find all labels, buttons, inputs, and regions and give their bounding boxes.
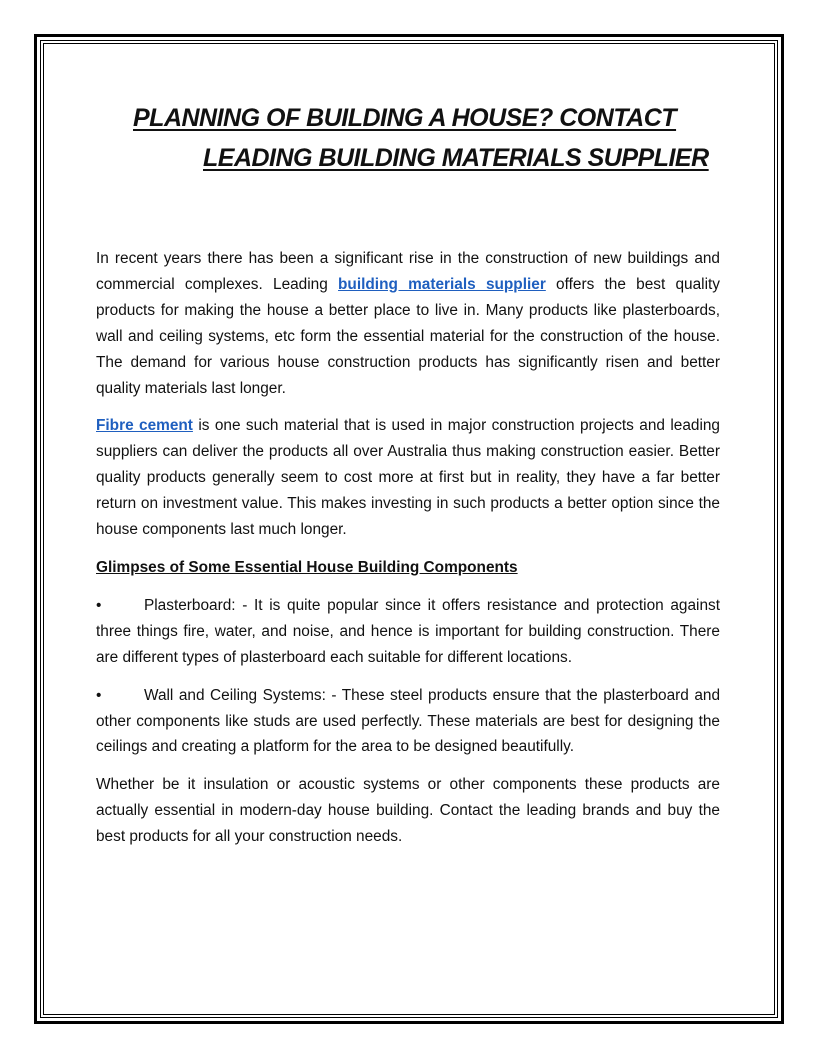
page-title: [0, 98, 816, 178]
bullet-text: Plasterboard: - It is quite popular since it offers resistance and protection against three things fire, water, and noise, and hence is important for building construction. There are different types of plasterboard each suitable for different locations.: [96, 596, 720, 666]
title-line-2: LEADING BUILDING MATERIALS SUPPLIER: [203, 144, 709, 172]
title-line-1: PLANNING OF BUILDING A HOUSE? CONTACT: [133, 104, 677, 132]
bullet-text: Wall and Ceiling Systems: - These steel products ensure that the plasterboard and other components like studs are used perfectly. These materials are best for designing the ceilings and creating a platform for the area to be designed beautifully.: [96, 686, 720, 756]
section-subheading: Glimpses of Some Essential House Building Components: [96, 558, 518, 576]
closing-paragraph: Whether be it insulation or acoustic systems or other components these products are actually essential in modern-day house building. Contact the leading brands and buy the best products for all your construction needs.: [96, 776, 720, 846]
intro-text-end: offers the best quality products for making the house a better place to live in. Many products like plasterboards, wall and ceiling systems, etc form the essential material for the construction of the house. The demand for various house construction products has significantly risen and better quality materials last longer.: [96, 275, 720, 397]
fibre-cement-text: is one such material that is used in major construction projects and leading suppliers can deliver the products all over Australia thus making construction easier. Better quality products generally seem to cost more at first but in reality, they have a far better return on investment value. This makes investing in such products a better option since the house components last much longer.: [96, 417, 720, 539]
bullet-item-plasterboard: [96, 593, 720, 671]
bullet-item-wall-ceiling: [96, 683, 720, 761]
bullet-marker: •: [96, 596, 102, 614]
fibre-cement-link[interactable]: Fibre cement: [96, 417, 193, 435]
intro-text-start: In recent years there has been a significant rise in the construction of new buildings and commercial complexes. Leading: [96, 250, 720, 293]
building-materials-supplier-link[interactable]: building materials supplier: [338, 275, 546, 293]
fibre-cement-paragraph: [96, 413, 720, 543]
intro-paragraph: [96, 246, 720, 401]
bullet-marker: •: [96, 686, 102, 704]
article-body: [96, 246, 720, 862]
